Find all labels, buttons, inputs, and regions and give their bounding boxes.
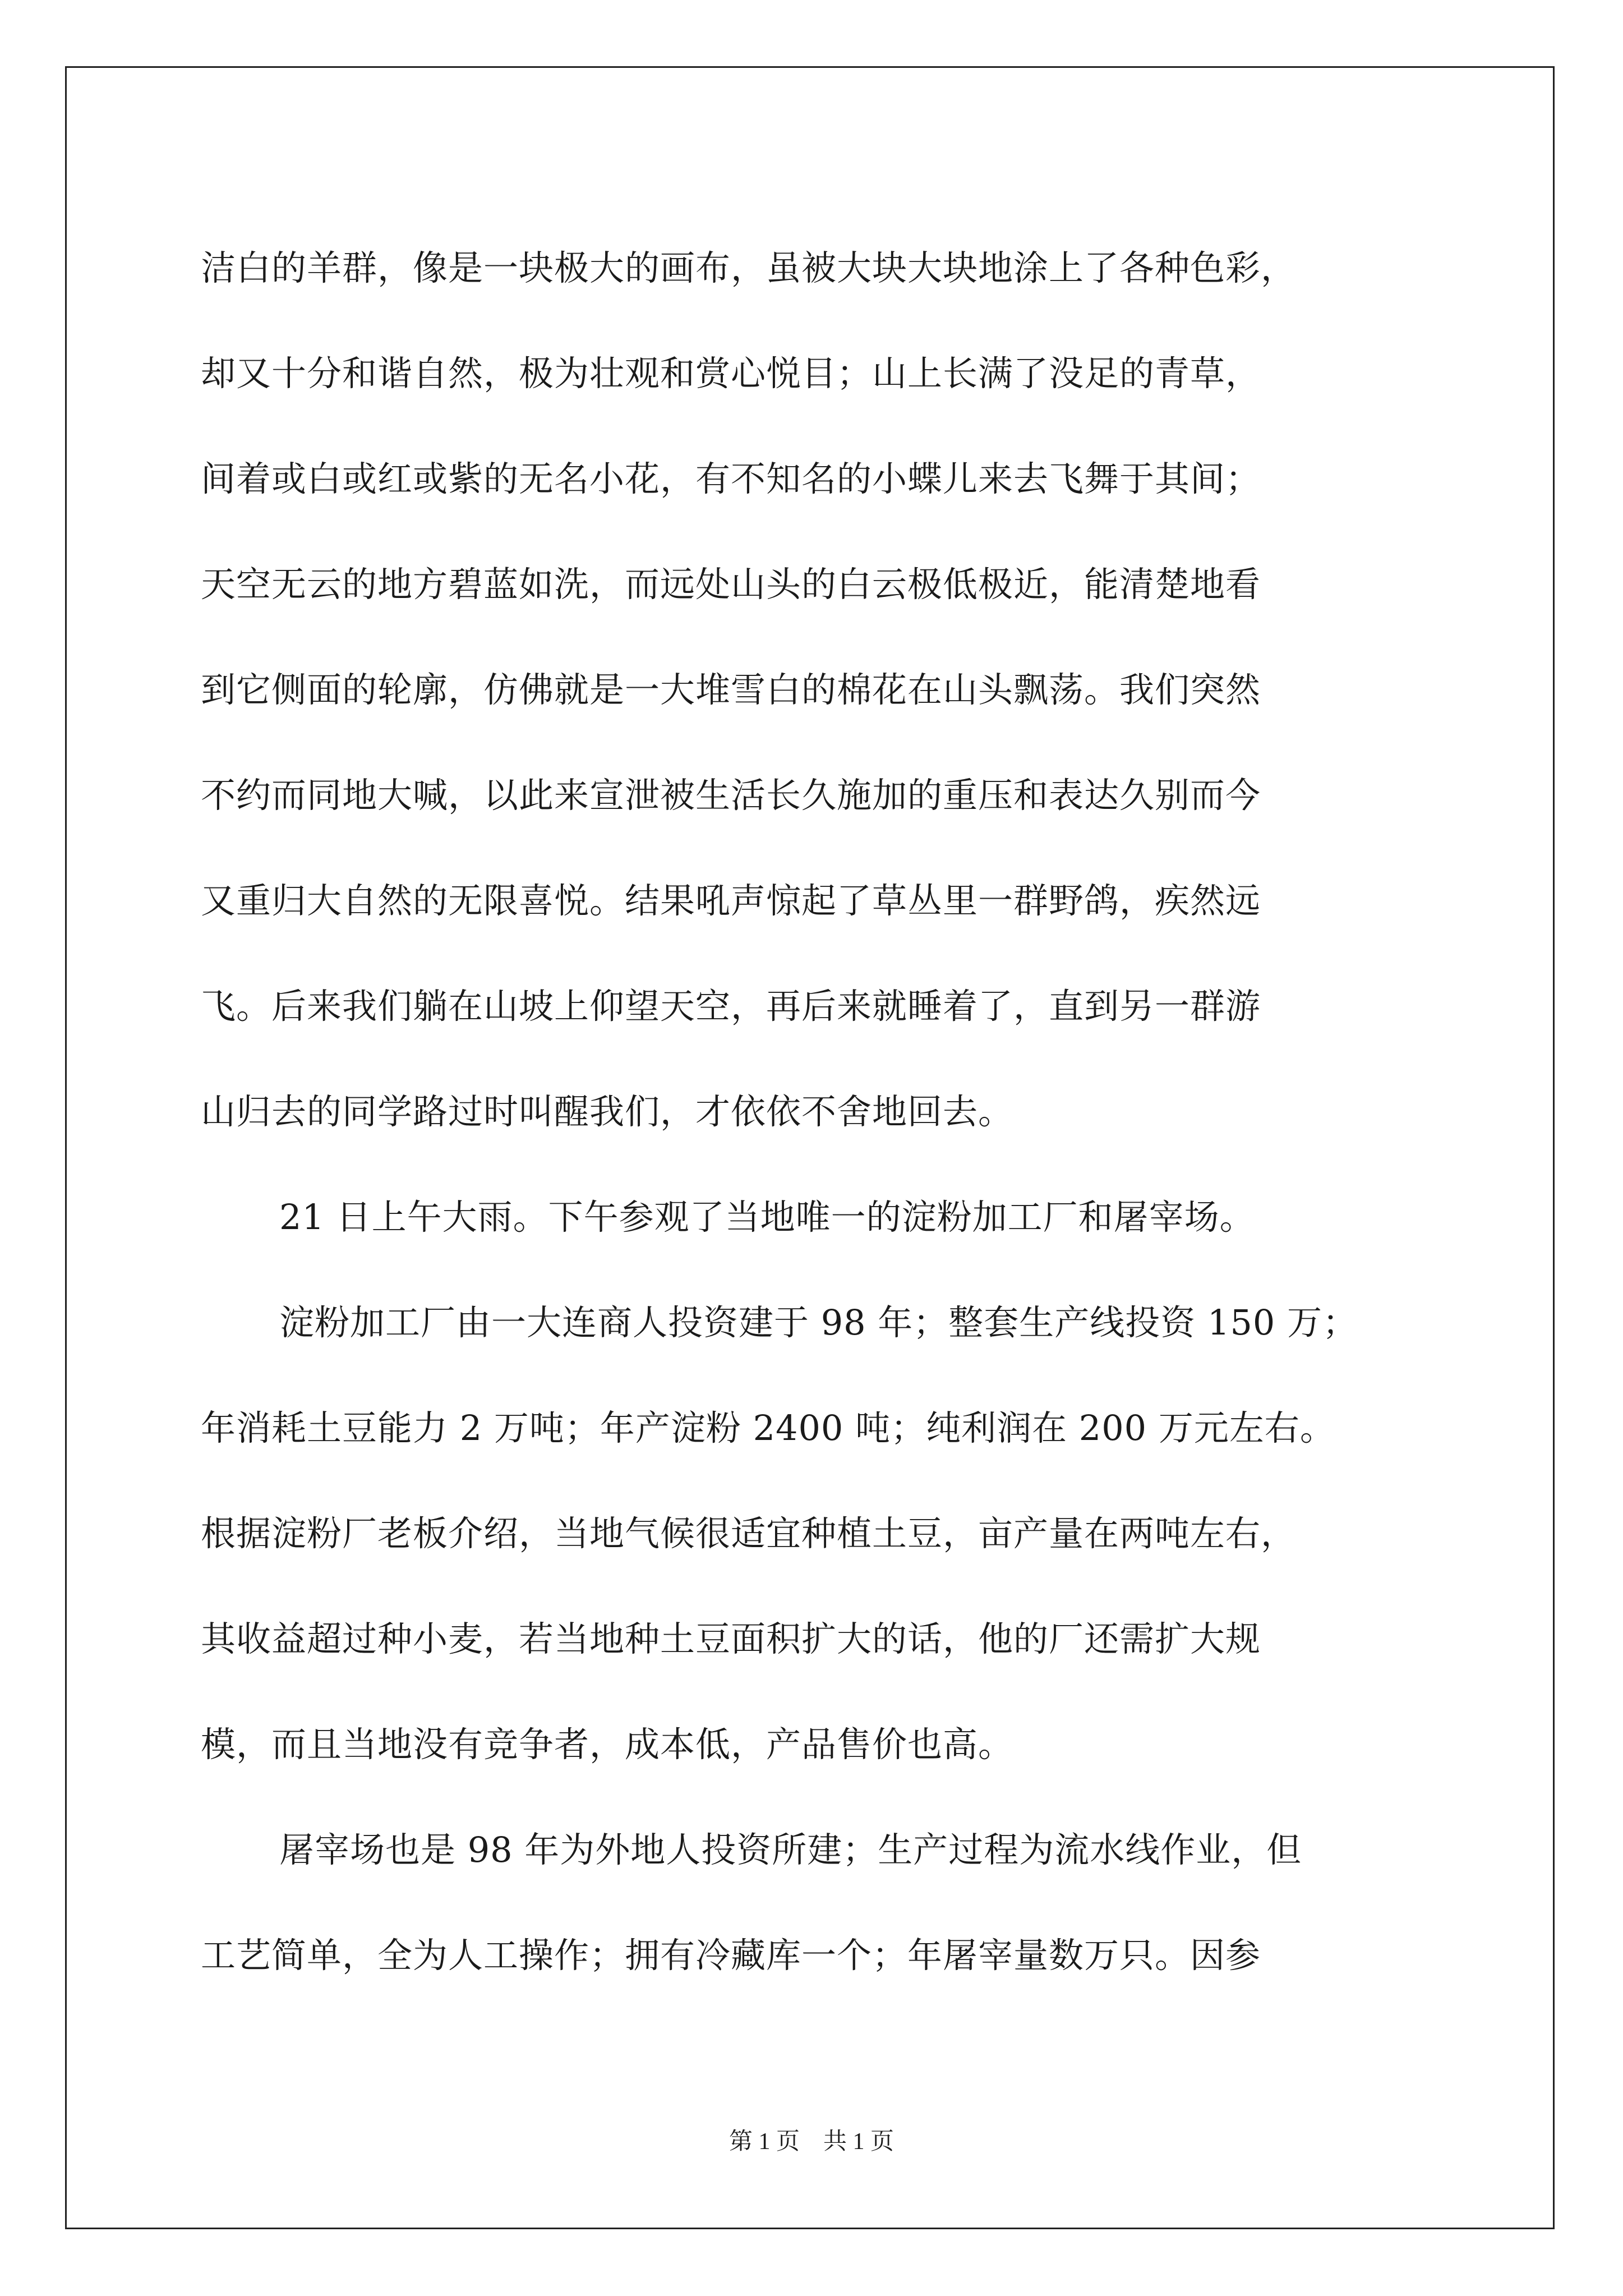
text-line: 年消耗土豆能力 2 万吨；年产淀粉 2400 吨；纯利润在 200 万元左右。 <box>201 1407 1335 1448</box>
text-line: 却又十分和谐自然，极为壮观和赏心悦目；山上长满了没足的青草， <box>201 353 1261 394</box>
text-line: 模，而且当地没有竞争者，成本低，产品售价也高。 <box>201 1724 1014 1765</box>
text-line: 到它侧面的轮廓，仿佛就是一大堆雪白的棉花在山头飘荡。我们突然 <box>201 669 1261 710</box>
text-line: 天空无云的地方碧蓝如洗，而远处山头的白云极低极近，能清楚地看 <box>201 564 1261 605</box>
text-line: 飞。后来我们躺在山坡上仰望天空，再后来就睡着了，直到另一群游 <box>201 986 1261 1027</box>
text-line: 不约而同地大喊，以此来宣泄被生活长久施加的重压和表达久别而今 <box>201 775 1261 816</box>
document-body <box>201 215 1446 2008</box>
text-line: 又重归大自然的无限喜悦。结果吼声惊起了草丛里一群野鸽，疾然远 <box>201 880 1261 921</box>
paragraph-start-line: 21 日上午大雨。下午参观了当地唯一的淀粉加工厂和屠宰场。 <box>279 1197 1255 1237</box>
page-number-footer: 第 1 页 共 1 页 <box>728 2129 894 2155</box>
text-line: 间着或白或红或紫的无名小花，有不知名的小蝶儿来去飞舞于其间； <box>201 458 1261 499</box>
text-line: 工艺简单，全为人工操作；拥有冷藏库一个；年屠宰量数万只。因参 <box>201 1935 1261 1976</box>
paragraph-start-line: 屠宰场也是 98 年为外地人投资所建；生产过程为流水线作业，但 <box>279 1829 1302 1870</box>
text-line: 其收益超过种小麦，若当地种土豆面积扩大的话，他的厂还需扩大规 <box>201 1618 1261 1659</box>
text-line: 洁白的羊群，像是一块极大的画布，虽被大块大块地涂上了各种色彩， <box>201 247 1297 288</box>
text-line: 根据淀粉厂老板介绍，当地气候很适宜种植土豆，亩产量在两吨左右， <box>201 1513 1297 1554</box>
text-line: 山归去的同学路过时叫醒我们，才依依不舍地回去。 <box>201 1091 1014 1132</box>
paragraph-start-line: 淀粉加工厂由一大连商人投资建于 98 年；整套生产线投资 150 万； <box>279 1302 1358 1343</box>
